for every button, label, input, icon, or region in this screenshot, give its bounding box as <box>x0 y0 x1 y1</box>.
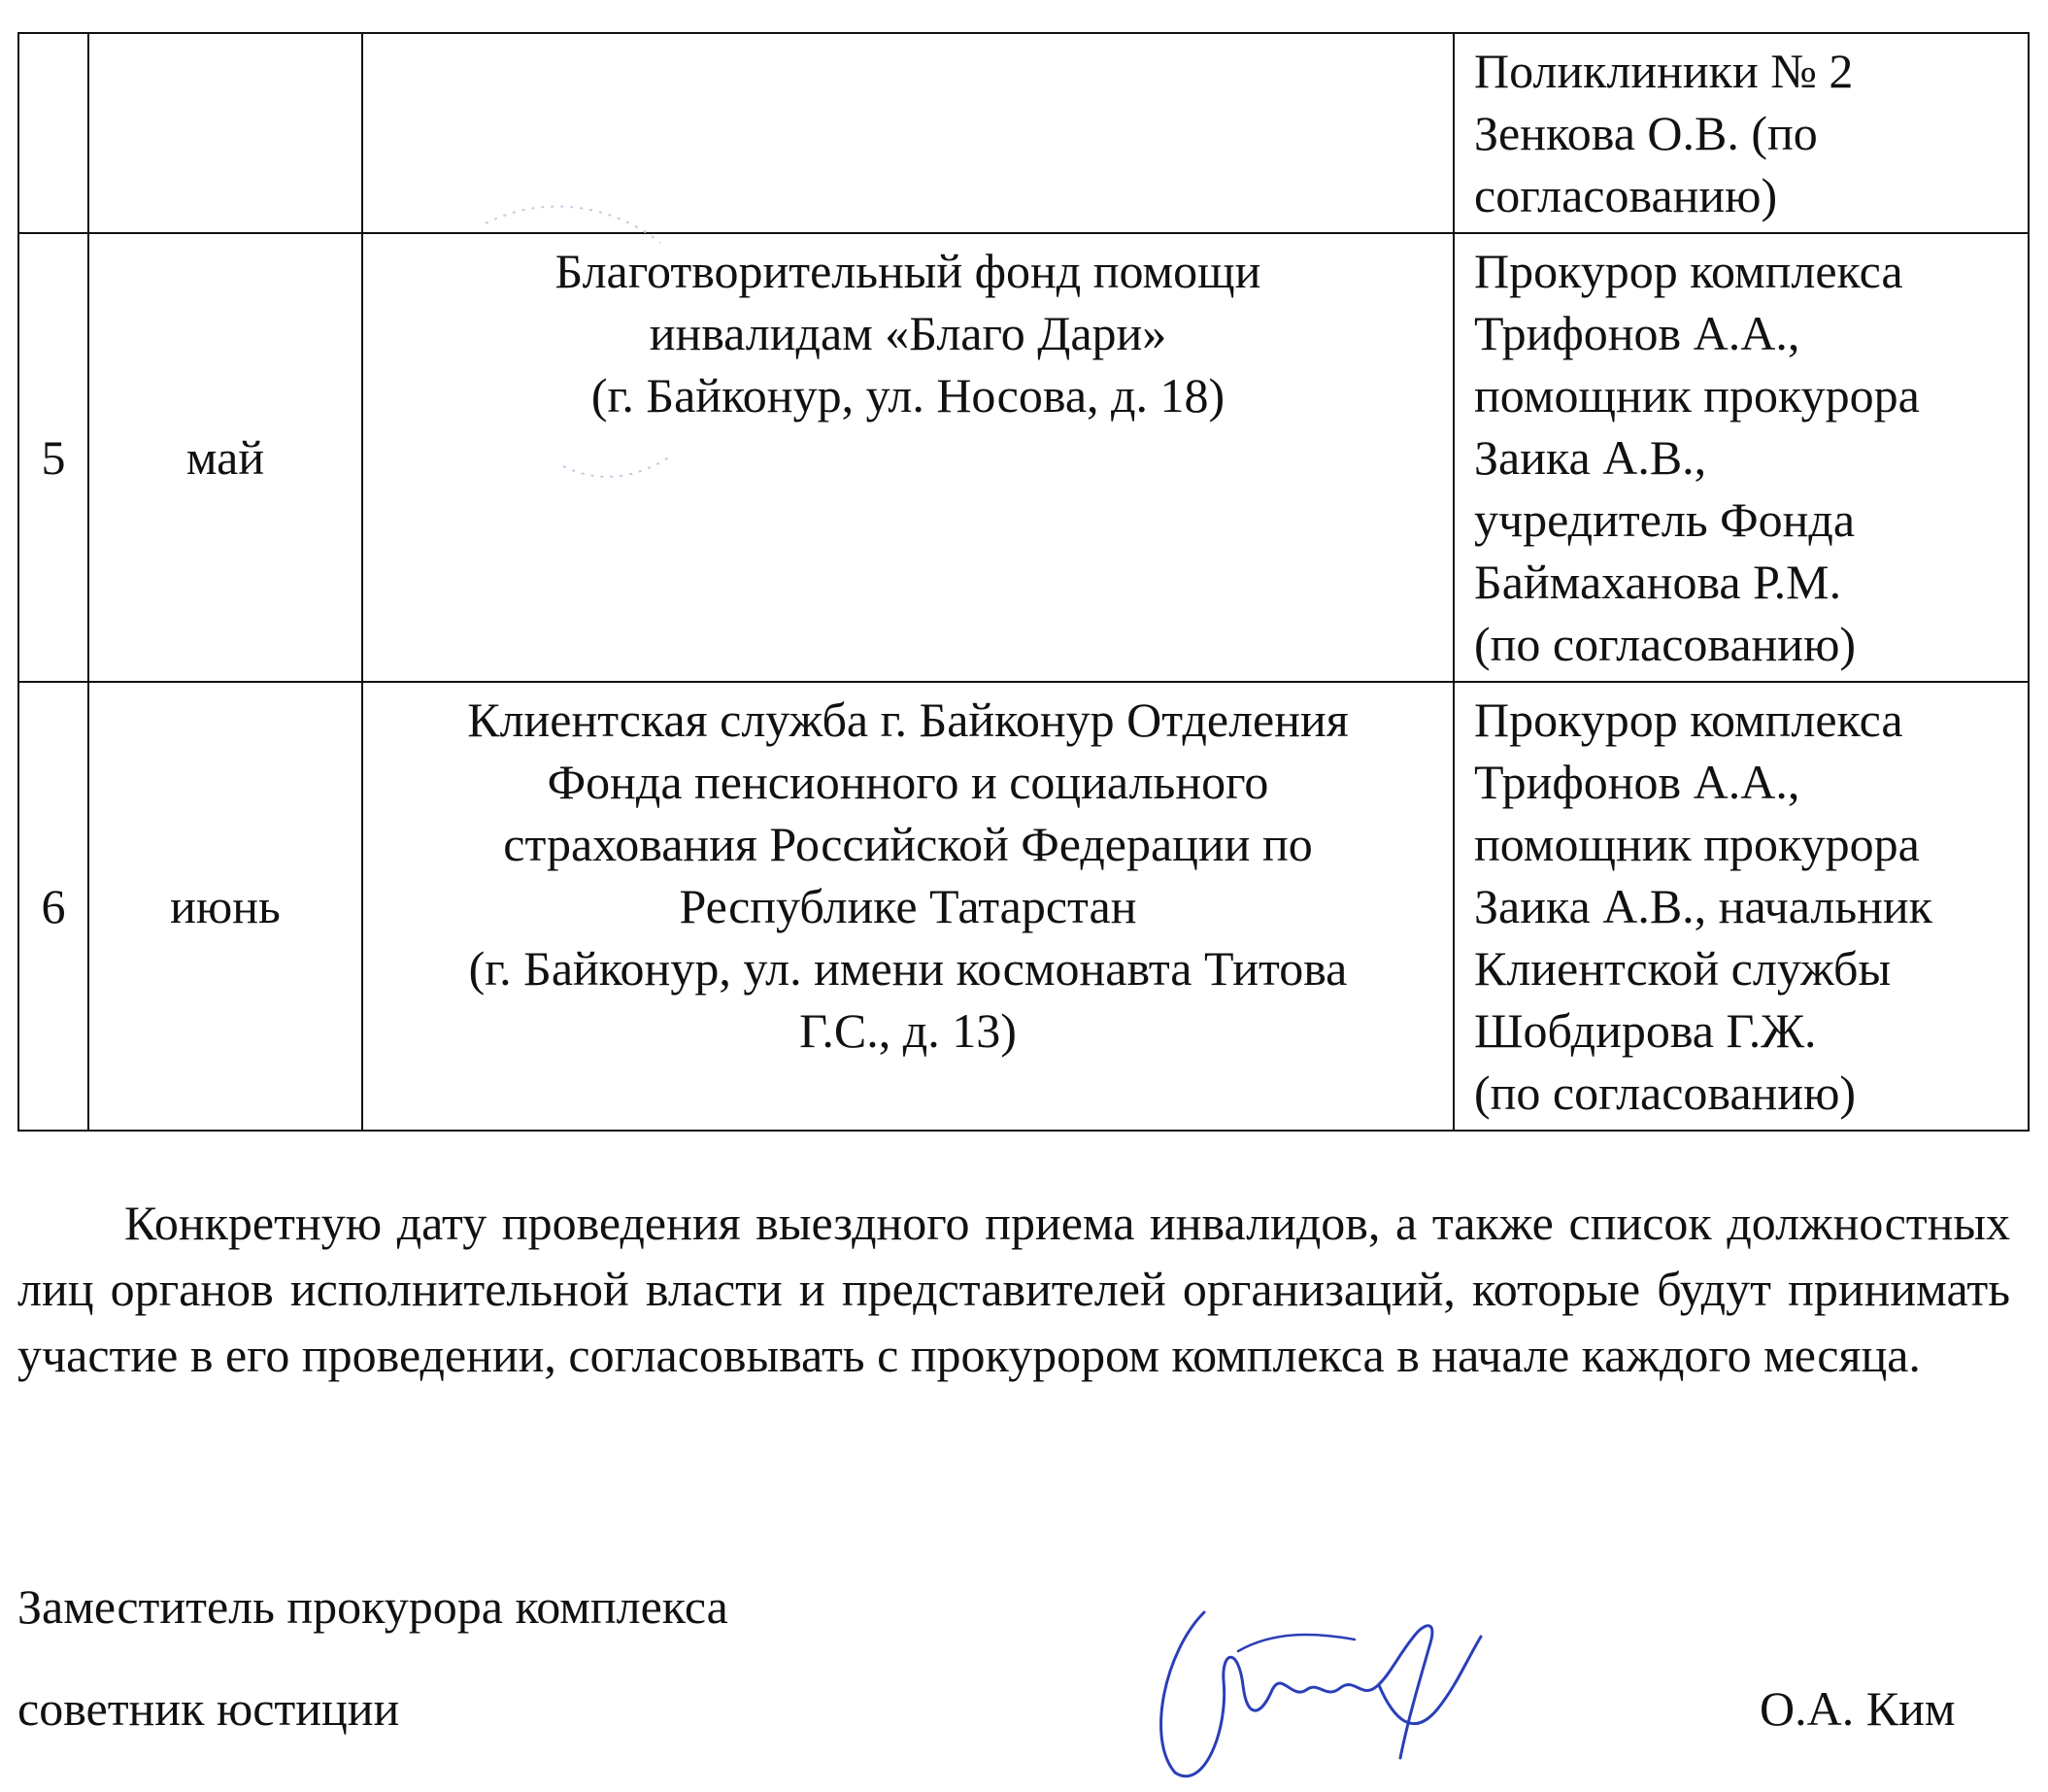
place-line: Благотворительный фонд помощи <box>554 244 1261 298</box>
table-row <box>18 33 2029 233</box>
responsible-line: Заика А.В., <box>1474 430 1707 485</box>
table-row <box>18 233 2029 682</box>
place-line: Клиентская служба г. Байконур Отделения <box>467 693 1349 747</box>
responsible-cell <box>1454 682 2029 1131</box>
handwritten-signature <box>1146 1593 1525 1787</box>
schedule-table <box>17 32 2030 1132</box>
body-paragraph: Конкретную дату проведения выездного приема инвалидов, а также список должностных лиц органов исполнительной власти и представителей организаций, которые будут принимать участие в его проведении, согласовывать с прокурором комплекса в начале каждого месяца. <box>17 1196 2010 1382</box>
place-cell <box>362 682 1454 1131</box>
place-line: Республике Татарстан <box>679 879 1137 933</box>
signatory-title: Заместитель прокурора комплекса <box>17 1579 728 1634</box>
place-line: Г.С., д. 13) <box>799 1003 1017 1058</box>
place-line: инвалидам «Благо Дари» <box>649 306 1167 360</box>
month-cell: июнь <box>88 682 362 1131</box>
responsible-line: Прокурор комплекса <box>1474 693 1903 747</box>
responsible-line: Поликлиники № 2 <box>1474 44 1854 98</box>
responsible-cell <box>1454 233 2029 682</box>
responsible-line: Трифонов А.А., <box>1474 306 1800 360</box>
responsible-line: Шобдирова Г.Ж. <box>1474 1003 1817 1058</box>
responsible-line: Баймаханова Р.М. <box>1474 555 1842 609</box>
row-number-cell: 6 <box>18 682 88 1131</box>
signature-stroke <box>1161 1612 1481 1776</box>
responsible-line: согласованию) <box>1474 168 1778 222</box>
responsible-line: помощник прокурора <box>1474 368 1920 423</box>
signatory-rank: советник юстиции <box>17 1681 400 1736</box>
responsible-line: (по согласованию) <box>1474 617 1857 671</box>
place-line: (г. Байконур, ул. имени космонавта Титова <box>468 941 1348 996</box>
signature-flourish <box>1238 1635 1355 1651</box>
place-line: Фонда пенсионного и социального <box>547 755 1269 809</box>
place-line: страхования Российской Федерации по <box>503 817 1313 871</box>
responsible-line: помощник прокурора <box>1474 817 1920 871</box>
responsible-line: Трифонов А.А., <box>1474 755 1800 809</box>
month-cell: май <box>88 233 362 682</box>
responsible-line: учредитель Фонда <box>1474 492 1856 547</box>
faint-stamp-trace <box>486 207 670 477</box>
responsible-line: (по согласованию) <box>1474 1065 1857 1120</box>
faint-stamp-mark <box>466 185 874 505</box>
responsible-cell <box>1454 33 2029 233</box>
row-number-cell <box>18 33 88 233</box>
responsible-line: Зенкова О.В. (по <box>1474 106 1818 160</box>
responsible-line: Клиентской службы <box>1474 941 1892 996</box>
month-cell <box>88 33 362 233</box>
table-row <box>18 682 2029 1131</box>
place-line: (г. Байконур, ул. Носова, д. 18) <box>590 368 1225 423</box>
responsible-line: Заика А.В., начальник <box>1474 879 1932 933</box>
responsible-line: Прокурор комплекса <box>1474 244 1903 298</box>
signatory-name: О.А. Ким <box>1760 1681 1956 1736</box>
row-number-cell: 5 <box>18 233 88 682</box>
